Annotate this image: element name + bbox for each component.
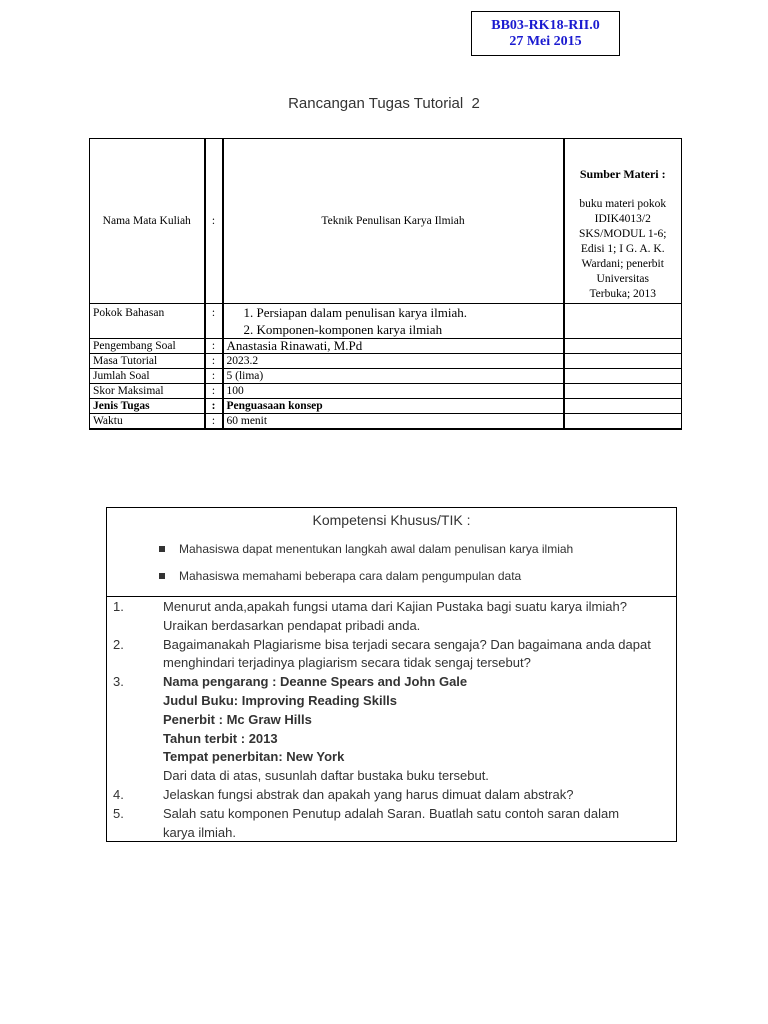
question-line: Jelaskan fungsi abstrak dan apakah yang harus dimuat dalam abstrak?	[163, 786, 574, 802]
value-nama-mata-kuliah: Teknik Penulisan Karya Ilmiah	[223, 139, 564, 304]
table-row	[90, 399, 682, 414]
table-row	[90, 384, 682, 399]
question-text	[163, 673, 676, 786]
question-item	[107, 598, 676, 636]
question-number: 4.	[113, 786, 124, 802]
value-waktu: 60 menit	[223, 414, 564, 430]
sumber-materi-text	[568, 197, 679, 302]
sumber-line: Wardani; penerbit	[581, 258, 664, 270]
question-line: Tempat penerbitan: New York	[163, 749, 345, 765]
colon: :	[205, 369, 223, 384]
question-number: 5.	[113, 805, 124, 821]
question-line: Judul Buku: Improving Reading Skills	[163, 692, 398, 708]
list-item: 1. Persiapan dalam penulisan karya ilmiah.	[257, 304, 560, 321]
empty-cell	[564, 354, 682, 369]
document-code: BB03-RK18-RII.0	[491, 18, 600, 33]
empty-cell	[564, 304, 682, 339]
sumber-materi-heading: Sumber Materi :	[579, 167, 666, 181]
tik-item	[159, 542, 573, 556]
question-line: Salah satu komponen Penutup adalah Saran. Buatlah satu contoh saran dalam	[163, 805, 620, 821]
document-date: 27 Mei 2015	[509, 34, 582, 49]
question-number: 2.	[113, 636, 124, 652]
question-item	[107, 636, 676, 674]
question-line: Dari data di atas, susunlah daftar bustaka buku tersebut.	[163, 768, 489, 784]
sumber-line: buku materi pokok	[579, 198, 667, 210]
sumber-line: Edisi 1; I G. A. K.	[580, 243, 665, 255]
table-row	[90, 369, 682, 384]
tik-text: Mahasiswa memahami beberapa cara dalam pengumpulan data	[179, 569, 522, 583]
question-line: Penerbit : Mc Graw Hills	[163, 711, 312, 727]
document-code-box	[471, 11, 620, 56]
value-pokok-bahasan	[223, 304, 564, 339]
question-line: Bagaimanakah Plagiarisme bisa terjadi secara sengaja? Dan bagaimana anda dapat	[163, 636, 651, 652]
sumber-line: Universitas	[596, 273, 649, 285]
sumber-line: Terbuka; 2013	[589, 288, 657, 300]
label-pokok-bahasan: Pokok Bahasan	[90, 304, 205, 339]
empty-cell	[564, 399, 682, 414]
label-jenis-tugas: Jenis Tugas	[90, 399, 205, 414]
colon: :	[205, 304, 223, 339]
label-waktu: Waktu	[90, 414, 205, 430]
list-item: 2. Komponen-komponen karya ilmiah	[257, 321, 560, 338]
question-line: menghindari terjadinya plagiarism secara tidak sengaj tersebut?	[163, 655, 531, 671]
course-info-table	[89, 138, 682, 430]
colon: :	[205, 414, 223, 430]
tik-text: Mahasiswa dapat menentukan langkah awal dalam penulisan karya ilmiah	[179, 542, 574, 556]
table-row	[90, 414, 682, 430]
label-nama-mata-kuliah: Nama Mata Kuliah	[90, 139, 205, 304]
table-row	[90, 304, 682, 339]
question-line: Nama pengarang : Deanne Spears and John Gale	[163, 674, 468, 690]
question-text	[163, 636, 676, 674]
empty-cell	[564, 339, 682, 354]
value-skor-maksimal: 100	[223, 384, 564, 399]
question-list	[107, 597, 676, 842]
label-pengembang-soal: Pengembang Soal	[90, 339, 205, 354]
question-line: Tahun terbit : 2013	[163, 730, 278, 746]
empty-cell	[564, 369, 682, 384]
table-row	[90, 354, 682, 369]
colon: :	[205, 384, 223, 399]
value-masa-tutorial: 2023.2	[223, 354, 564, 369]
bullet-icon	[159, 573, 165, 579]
question-number: 3.	[113, 674, 124, 690]
question-number: 1.	[113, 599, 124, 614]
pokok-bahasan-list	[227, 304, 560, 338]
question-item	[107, 786, 676, 805]
kompetensi-box	[106, 507, 677, 842]
colon: :	[205, 354, 223, 369]
kompetensi-title: Kompetensi Khusus/TIK :	[312, 512, 471, 528]
empty-cell	[564, 414, 682, 430]
table-row	[90, 139, 682, 304]
kompetensi-header	[107, 508, 676, 597]
empty-cell	[564, 384, 682, 399]
bullet-icon	[159, 546, 165, 552]
table-row	[90, 339, 682, 354]
sumber-line: IDIK4013/2	[594, 213, 651, 225]
label-skor-maksimal: Skor Maksimal	[90, 384, 205, 399]
question-line: karya ilmiah.	[163, 824, 236, 840]
value-pengembang-soal: Anastasia Rinawati, M.Pd	[223, 339, 564, 354]
question-text	[163, 805, 676, 843]
value-jenis-tugas: Penguasaan konsep	[223, 399, 564, 414]
question-item	[107, 805, 676, 843]
label-jumlah-soal: Jumlah Soal	[90, 369, 205, 384]
colon: :	[205, 139, 223, 304]
tik-item	[159, 569, 521, 583]
page-title: Rancangan Tugas Tutorial 2	[288, 95, 480, 112]
question-line: Uraikan berdasarkan pendapat pribadi anda.	[163, 617, 421, 633]
sumber-materi	[564, 139, 682, 304]
colon: :	[205, 339, 223, 354]
question-text	[163, 786, 676, 805]
question-item	[107, 673, 676, 786]
value-jumlah-soal: 5 (lima)	[223, 369, 564, 384]
question-text	[163, 598, 676, 636]
sumber-line: SKS/MODUL 1-6;	[579, 228, 667, 240]
colon: :	[205, 399, 223, 414]
label-masa-tutorial: Masa Tutorial	[90, 354, 205, 369]
question-line: Menurut anda,apakah fungsi utama dari Kajian Pustaka bagi suatu karya ilmiah?	[163, 599, 627, 614]
